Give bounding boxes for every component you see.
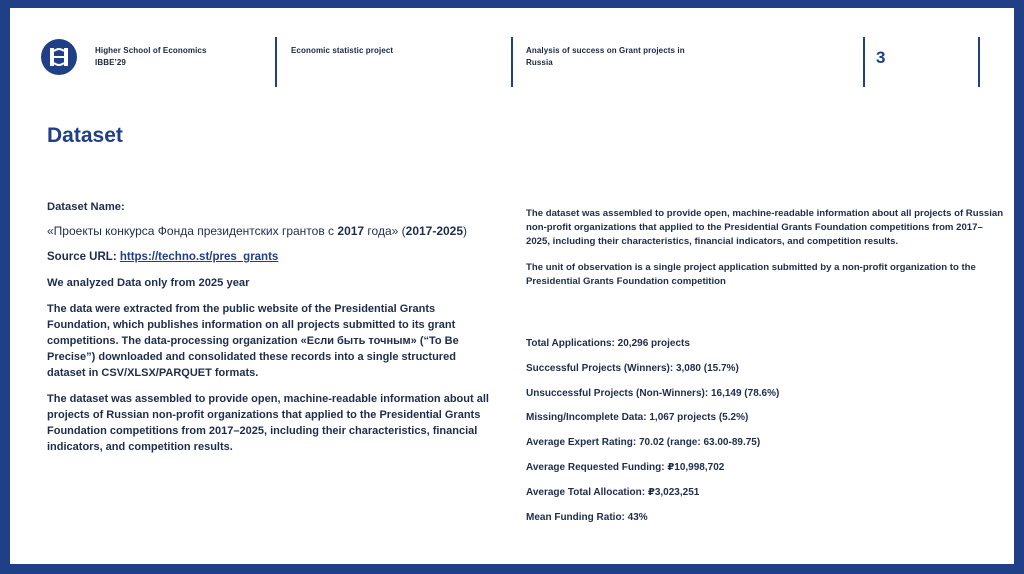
right-column <box>526 207 1006 289</box>
source-url: Source URL: https://techno.st/pres_grants <box>47 251 279 263</box>
page-title: Dataset <box>47 124 123 147</box>
source-url-link[interactable]: https://techno.st/pres_grants <box>119 251 279 263</box>
unit-of-observation-paragraph: The unit of observation is a single project application submitted by a non-profit organization to the Presidential Grants Foundation competition <box>526 262 976 287</box>
dataset-purpose-paragraph: The dataset was assembled to provide open, machine-readable information about all projects of Russian non-profit organizations that applied to the Presidential Grants Foundation competitions from 2017–2025, including their characteristics, financial indicators, and competition results. <box>526 208 1004 247</box>
slide-number: 3 <box>876 48 886 67</box>
school-name: Higher School of Economics IBBE’29 <box>95 46 207 67</box>
dataset-statistics <box>526 337 1006 535</box>
stat-unsuccessful-projects: Unsuccessful Projects (Non-Winners): 16,149 (78.6%) <box>526 387 780 399</box>
analyzed-note: We analyzed Data only from 2025 year <box>47 277 250 289</box>
slide <box>10 8 1014 564</box>
stat-average-allocation: Average Total Allocation: ₽3,023,251 <box>526 486 700 498</box>
data-origin-paragraph: The data were extracted from the public website of the Presidential Grants Foundation, which publishes information on all projects submitted to its grant competitions. The data-processing organization «Если быть точным» (“To Be Precise”) downloaded and consolidated these records into a single structured dataset in CSV/XLSX/PARQUET formats. <box>47 303 459 379</box>
project-name: Economic statistic project <box>291 46 394 55</box>
dataset-purpose-paragraph: The dataset was assembled to provide open, machine-readable information about all projects of Russian non-profit organizations that applied to the Presidential Grants Foundation competitions from 2017–2025, including their characteristics, financial indicators, and competition results. <box>47 393 489 453</box>
header-divider <box>978 37 980 87</box>
stat-missing-data: Missing/Incomplete Data: 1,067 projects (5.2%) <box>526 412 749 424</box>
hse-logo-icon <box>41 39 77 75</box>
left-column <box>47 199 497 465</box>
header-divider <box>275 37 277 87</box>
stat-average-requested: Average Requested Funding: ₽10,998,702 <box>526 461 725 473</box>
header-divider <box>511 37 513 87</box>
stat-mean-funding-ratio: Mean Funding Ratio: 43% <box>526 511 648 523</box>
stat-average-rating: Average Expert Rating: 70.02 (range: 63.00-89.75) <box>526 437 761 449</box>
project-topic: Analysis of success on Grant projects in Russia <box>526 46 685 67</box>
dataset-name-label: Dataset Name: <box>47 201 125 213</box>
dataset-name-value: «Проекты конкурса Фонда президентских грантов с 2017 года» (2017-2025) <box>47 224 468 238</box>
stat-total-applications: Total Applications: 20,296 projects <box>526 338 690 349</box>
header-divider <box>863 37 865 87</box>
stat-successful-projects: Successful Projects (Winners): 3,080 (15.7%) <box>526 362 739 374</box>
